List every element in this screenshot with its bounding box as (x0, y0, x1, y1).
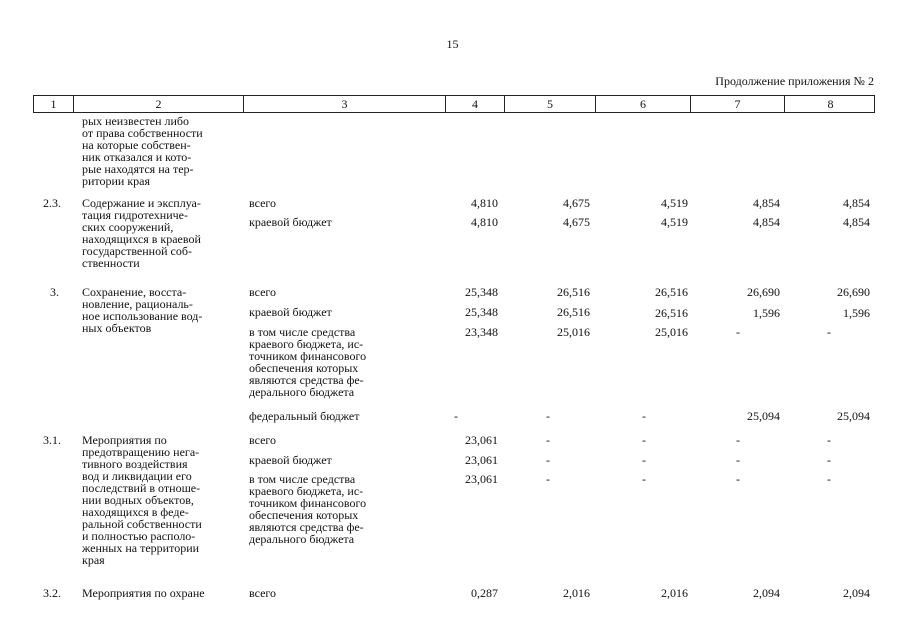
row-3-regfed-col4: 23,348 (465, 325, 498, 339)
row-3-federal-col7: 25,094 (747, 409, 780, 423)
row-2-3-total-col8: 4,854 (843, 196, 870, 210)
row-3-federal-col4: - (454, 409, 458, 423)
row-3-federal-col8: 25,094 (837, 409, 870, 423)
row-3-1-regfed-col8: - (827, 472, 831, 486)
row-2-3-label-total: всего (249, 196, 277, 210)
header-col-3: 3 (244, 96, 446, 112)
row-2-3-label-regional: краевой бюджет (249, 215, 332, 229)
row-3-total-col7: 26,690 (747, 285, 780, 299)
row-3-regfed-col5: 25,016 (557, 325, 590, 339)
row-3-1-regional-col7: - (736, 453, 740, 467)
row-3-1-total-col7: - (736, 433, 740, 447)
row-3-1-regional-col5: - (546, 453, 550, 467)
row-2-3-number: 2.3. (43, 196, 61, 210)
row-2-3-regional-col6: 4,519 (661, 215, 688, 229)
row-2-3-regional-col5: 4,675 (563, 215, 590, 229)
row-2-3-regional-col4: 4,810 (471, 215, 498, 229)
row-continuation-description: рых неизвестен либо от права собственности на которые собствен- ник отказался и кото- рые находятся на тер- ритории края (82, 114, 203, 188)
row-3-number: 3. (50, 285, 59, 299)
row-3-2-total-col8: 2,094 (843, 586, 870, 600)
row-3-regfed-col6: 25,016 (655, 325, 688, 339)
row-3-1-total-col5: - (546, 433, 550, 447)
row-3-label-regional: краевой бюджет (249, 305, 332, 319)
row-3-1-regional-col8: - (827, 453, 831, 467)
row-3-1-regional-col4: 23,061 (465, 453, 498, 467)
row-3-1-regional-col6: - (642, 453, 646, 467)
row-3-regional-col5: 26,516 (557, 305, 590, 319)
row-3-1-total-col4: 23,061 (465, 433, 498, 447)
row-3-regional-col8: 1,596 (843, 306, 870, 320)
header-col-4: 4 (446, 96, 505, 112)
row-2-3-total-col7: 4,854 (753, 196, 780, 210)
row-3-1-total-col6: - (642, 433, 646, 447)
row-3-label-total: всего (249, 285, 277, 299)
row-3-label-federal: федеральный бюджет (249, 409, 360, 423)
row-3-2-description: Мероприятия по охране (82, 586, 205, 600)
row-3-2-total-col5: 2,016 (563, 586, 590, 600)
row-3-2-total-col7: 2,094 (753, 586, 780, 600)
row-2-3-total-col6: 4,519 (661, 196, 688, 210)
page-number: 15 (446, 37, 459, 51)
row-3-regional-col4: 25,348 (465, 305, 498, 319)
row-2-3-regional-col7: 4,854 (753, 215, 780, 229)
row-3-federal-col6: - (642, 409, 646, 423)
row-3-1-description: Мероприятия по предотвращению нега- тивного воздействия вод и ликвидации его последствий в отноше- нии водных объектов, находящихся в феде- ральной собственности и полностью располо- женных на территории края (82, 433, 202, 567)
row-2-3-total-col4: 4,810 (471, 196, 498, 210)
row-3-1-regfed-col6: - (642, 472, 646, 486)
row-3-regfed-col7: - (736, 325, 740, 339)
row-3-federal-col5: - (546, 409, 550, 423)
header-col-6: 6 (596, 96, 691, 112)
row-3-total-col8: 26,690 (837, 285, 870, 299)
row-3-total-col6: 26,516 (655, 285, 688, 299)
row-3-description: Сохранение, восста- новление, рациональ- ное использование вод- ных объектов (82, 285, 203, 335)
row-3-1-label-regional-from-federal: в том числе средства краевого бюджета, ис- точником финансового обеспечения которых являются средства фе- дерального бюджета (249, 472, 367, 546)
header-col-2: 2 (74, 96, 244, 112)
appendix-continuation-label: Продолжение приложения № 2 (715, 74, 874, 88)
row-3-regfed-col8: - (827, 325, 831, 339)
header-col-8: 8 (827, 97, 834, 111)
row-3-total-col4: 25,348 (465, 285, 498, 299)
row-3-2-total-col4: 0,287 (471, 586, 498, 600)
row-3-total-col5: 26,516 (557, 285, 590, 299)
header-col-5: 5 (505, 96, 596, 112)
row-3-regional-col7: 1,596 (753, 306, 780, 320)
row-3-label-regional-from-federal: в том числе средства краевого бюджета, ис- точником финансового обеспечения которых являются средства фе- дерального бюджета (249, 325, 367, 399)
row-2-3-total-col5: 4,675 (563, 196, 590, 210)
row-3-2-number: 3.2. (43, 586, 61, 600)
row-3-2-label-total: всего (249, 586, 277, 600)
row-3-1-regfed-col7: - (736, 472, 740, 486)
header-col-7: 7 (691, 96, 785, 112)
row-3-2-total-col6: 2,016 (661, 586, 688, 600)
header-col-1: 1 (34, 96, 74, 112)
row-3-1-regfed-col5: - (546, 472, 550, 486)
row-2-3-regional-col8: 4,854 (843, 215, 870, 229)
row-3-1-regfed-col4: 23,061 (465, 472, 498, 486)
row-2-3-description: Содержание и эксплуа- тация гидротехниче- ских сооружений, находящихся в краевой государственной соб- ственности (82, 196, 201, 270)
row-3-1-total-col8: - (827, 433, 831, 447)
row-3-1-number: 3.1. (43, 433, 61, 447)
row-3-1-label-regional: краевой бюджет (249, 453, 332, 467)
row-3-1-label-total: всего (249, 433, 277, 447)
table-header-row (33, 95, 875, 113)
row-3-regional-col6: 26,516 (655, 306, 688, 320)
